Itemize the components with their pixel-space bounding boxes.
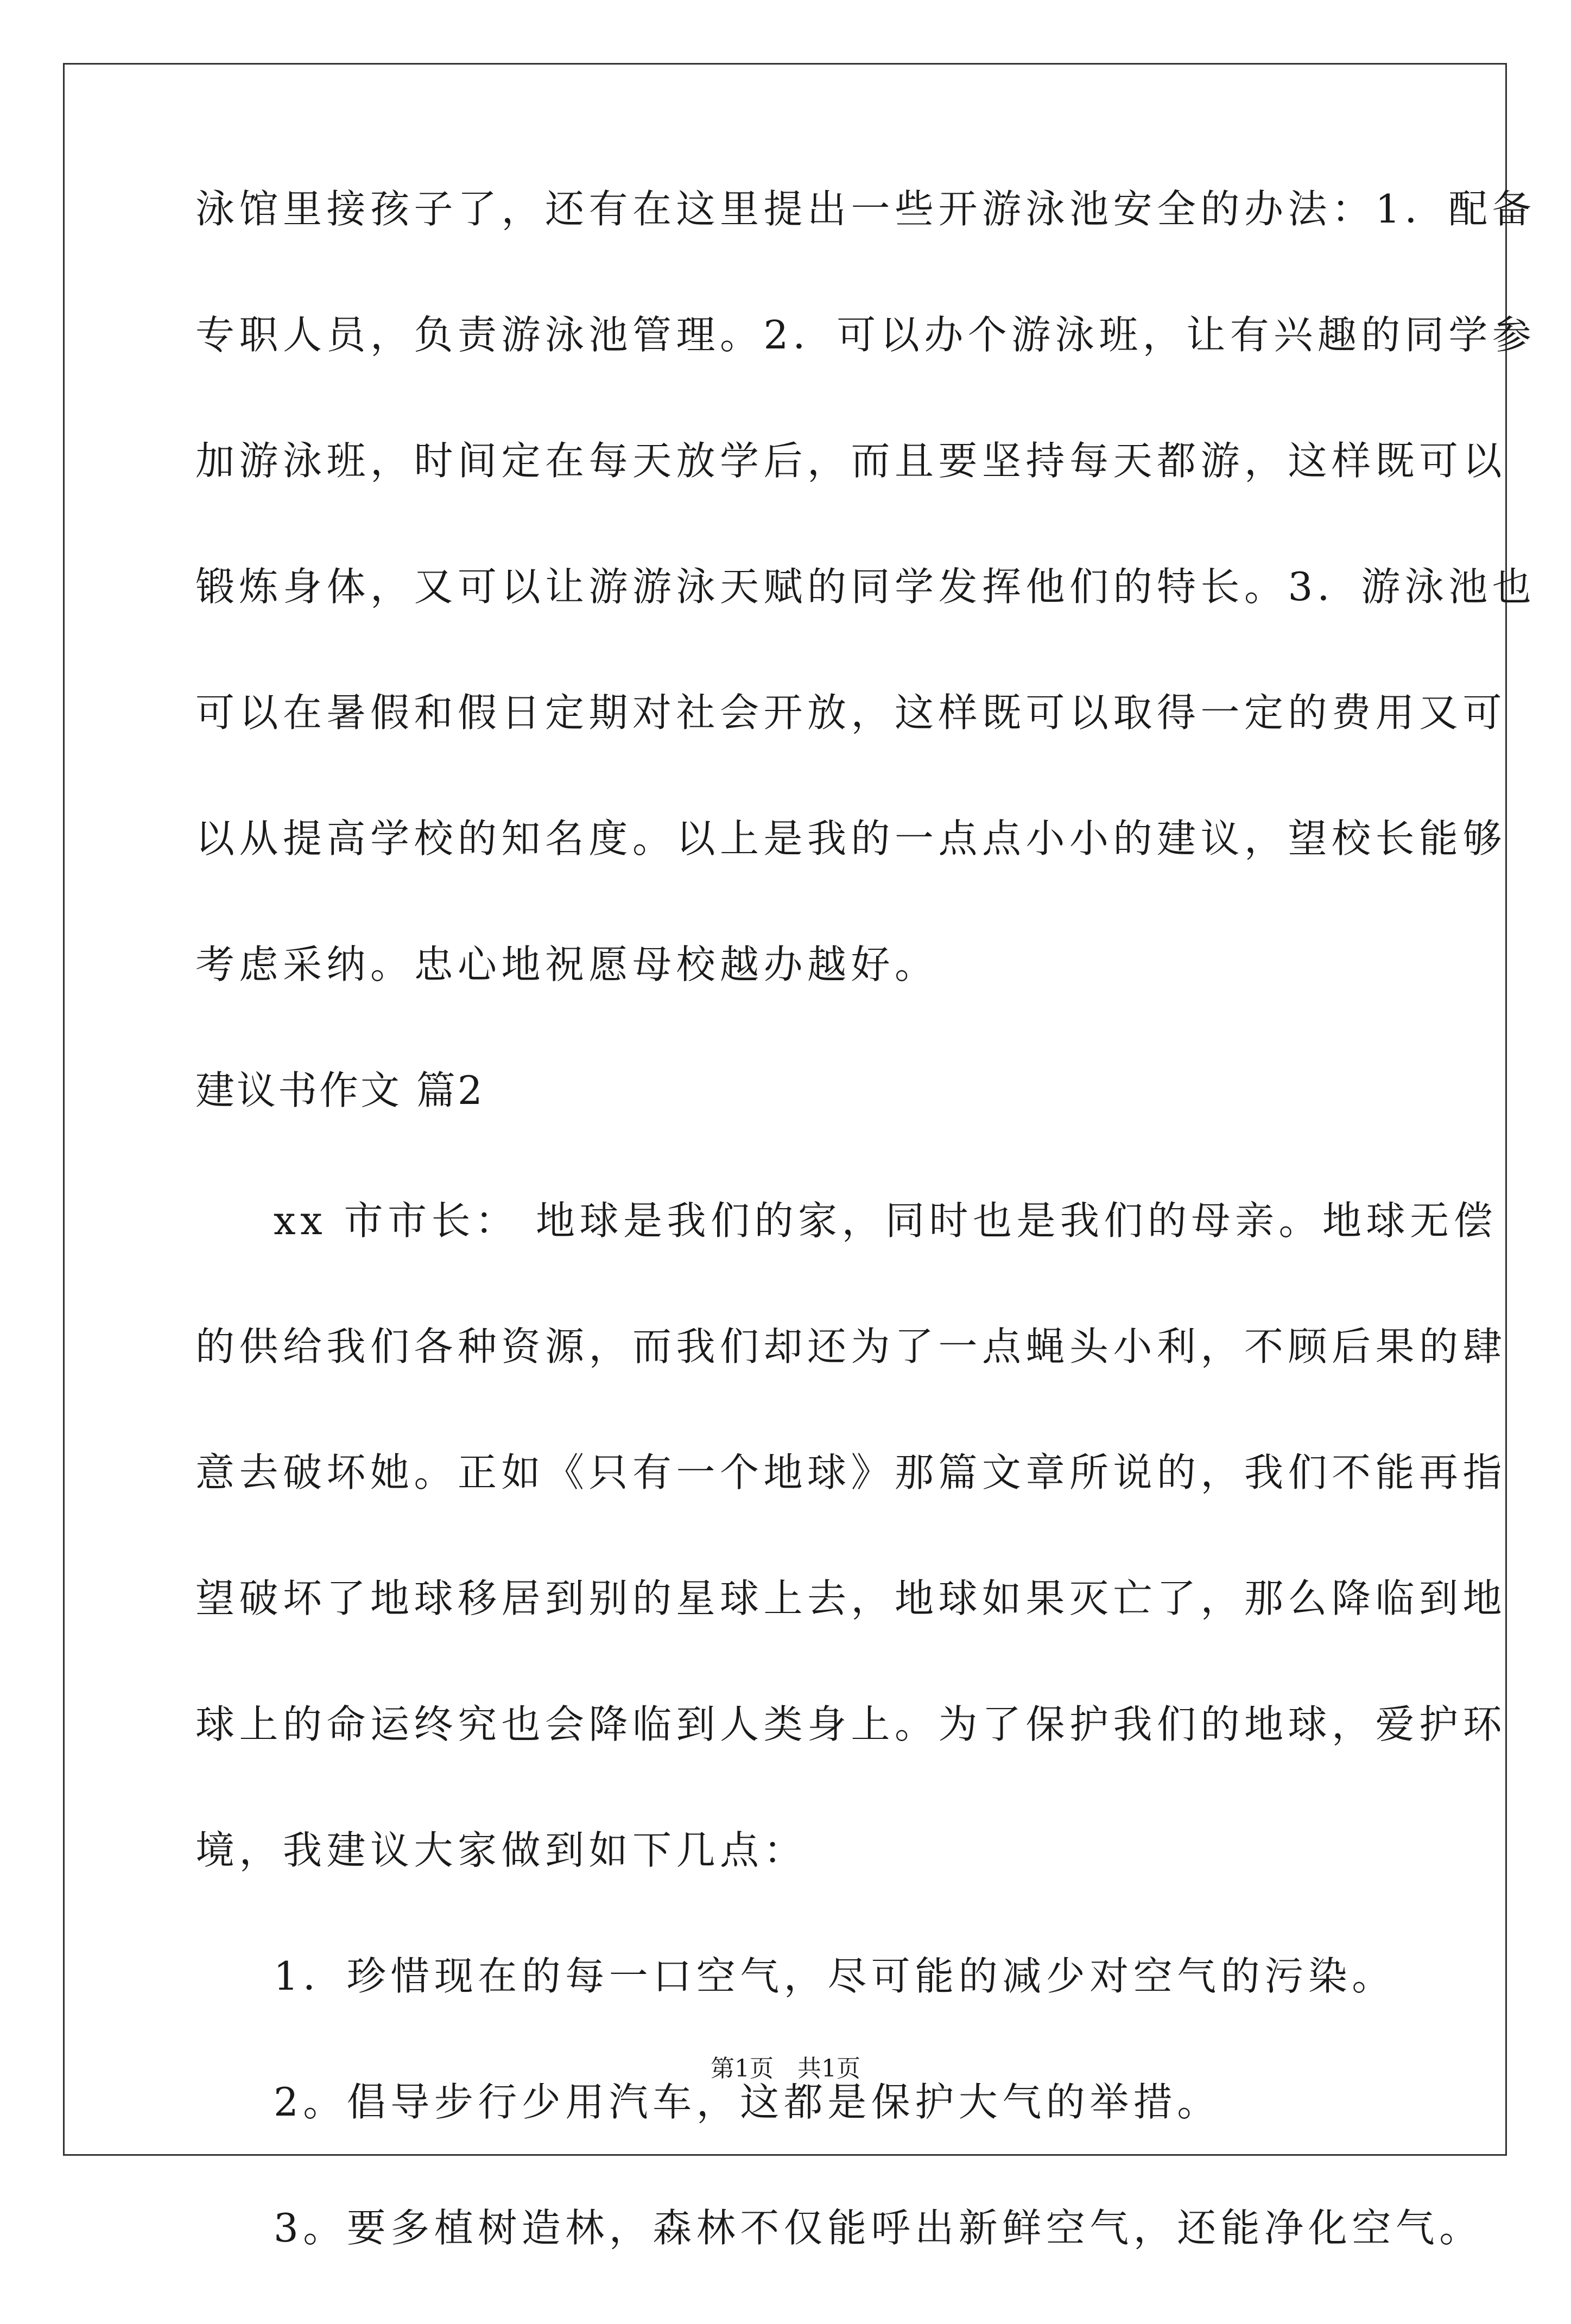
section-heading: 建议书作文 篇2 [195, 1068, 485, 1113]
list-item: 2。倡导步行少用汽车，这都是保护大气的举措。 [274, 2079, 1221, 2125]
paragraph-line: 球上的命运终究也会降临到人类身上。为了保护我们的地球，爱护环 [195, 1701, 1507, 1747]
paragraph-line: 望破坏了地球移居到别的星球上去，地球如果灭亡了，那么降临到地 [195, 1576, 1507, 1621]
page-footer: 第1页 共1页 [711, 2055, 860, 2082]
paragraph-line: 境，我建议大家做到如下几点： [195, 1827, 808, 1873]
list-item: 1．珍惜现在的每一口空气，尽可能的减少对空气的污染。 [274, 1953, 1396, 1999]
list-item: 3。要多植树造林，森林不仅能呼出新鲜空气，还能净化空气。 [274, 2205, 1483, 2251]
paragraph-line: 泳馆里接孩子了，还有在这里提出一些开游泳池安全的办法：1．配备 [195, 186, 1536, 232]
paragraph-line: 锻炼身体，又可以让游游泳天赋的同学发挥他们的特长。3．游泳池也 [195, 564, 1536, 609]
paragraph-line: 可以在暑假和假日定期对社会开放，这样既可以取得一定的费用又可 [195, 690, 1507, 735]
document-body [195, 179, 1536, 2324]
paragraph-line: 专职人员，负责游泳池管理。2．可以办个游泳班，让有兴趣的同学参 [195, 312, 1536, 358]
paragraph-line: 加游泳班，时间定在每天放学后，而且要坚持每天都游，这样既可以 [195, 438, 1507, 484]
paragraph-line: 考虑采纳。忠心地祝愿母校越办越好。 [195, 942, 939, 987]
paragraph-line: 的供给我们各种资源，而我们却还为了一点蝇头小利，不顾后果的肆 [195, 1324, 1507, 1369]
paragraph-line: 以从提高学校的知名度。以上是我的一点点小小的建议，望校长能够 [195, 816, 1507, 861]
paragraph-line: xx 市市长： 地球是我们的家，同时也是我们的母亲。地球无偿 [274, 1198, 1497, 1243]
paragraph-line: 意去破坏她。正如《只有一个地球》那篇文章所说的，我们不能再指 [195, 1450, 1507, 1495]
